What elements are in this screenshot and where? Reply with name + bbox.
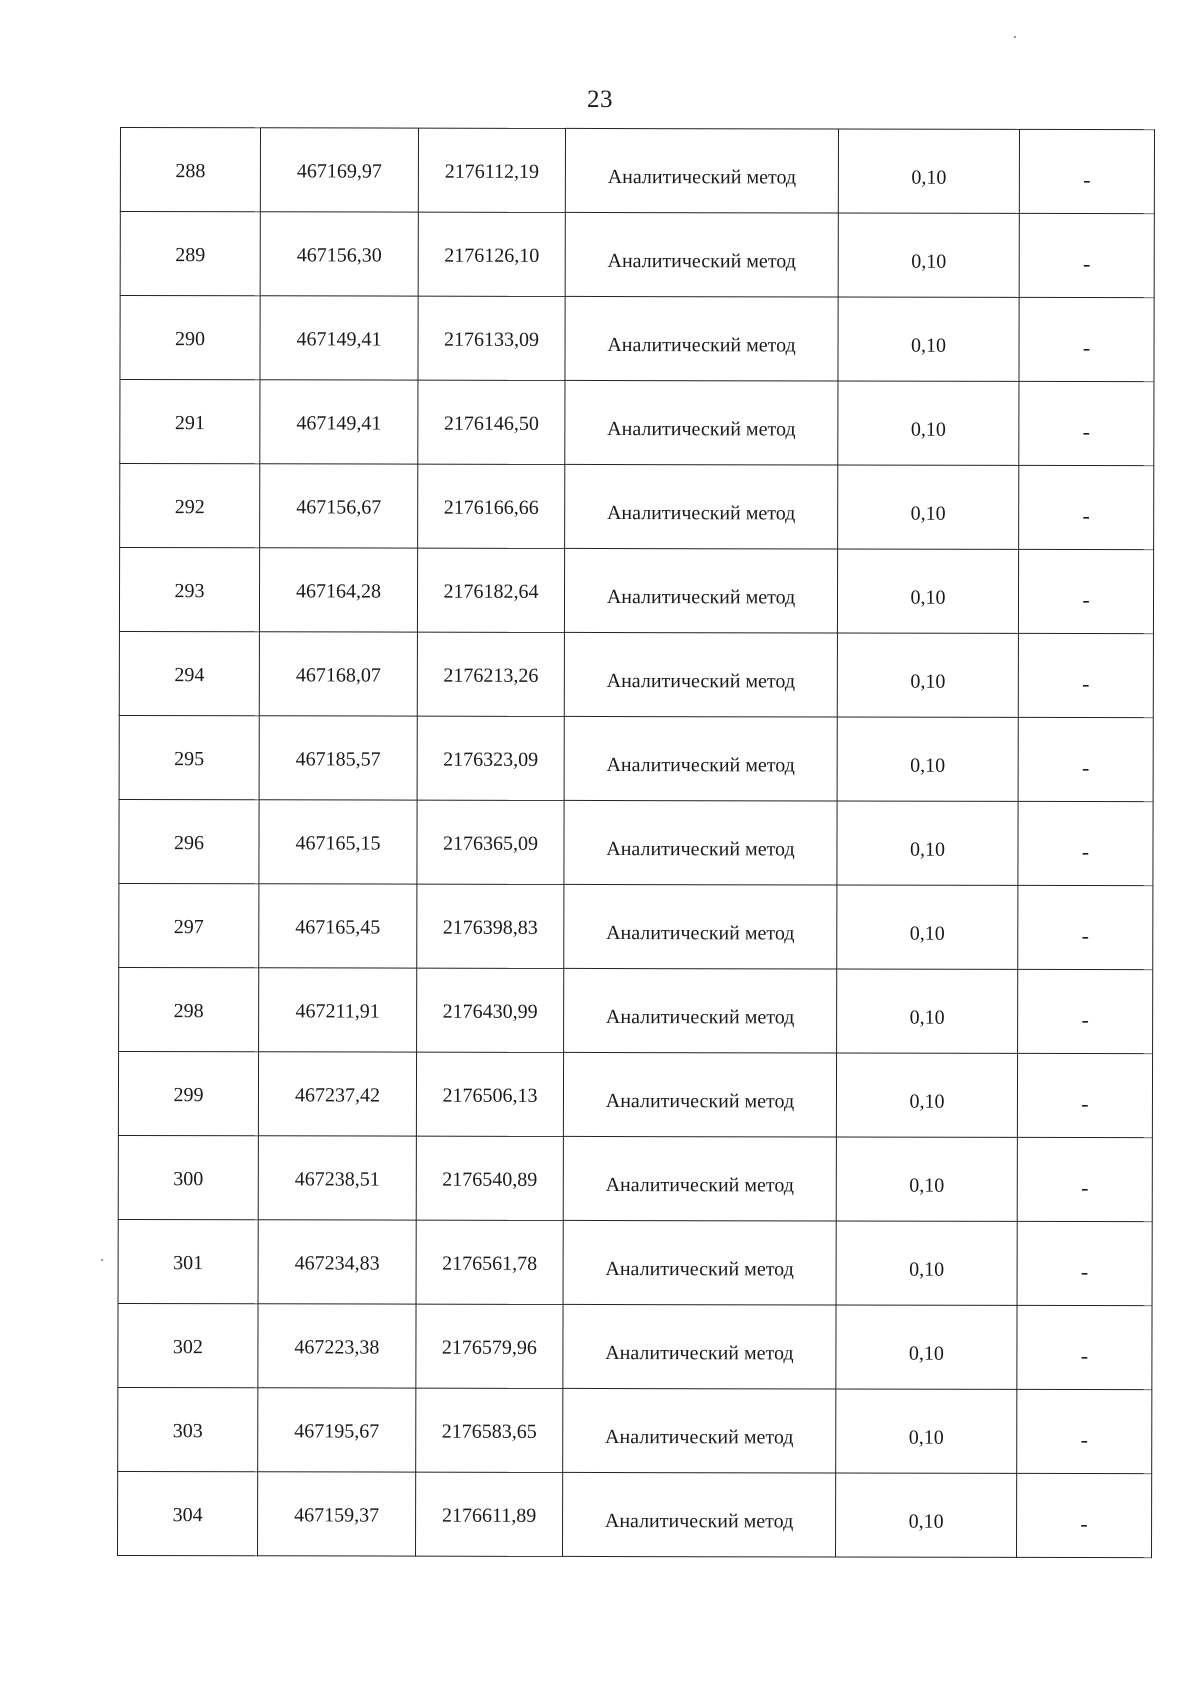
x-coordinate-cell: 467159,37	[258, 1472, 416, 1556]
note-cell: -	[1017, 1137, 1152, 1221]
x-coordinate-cell: 467149,41	[260, 380, 418, 464]
point-number-cell: 293	[119, 548, 259, 632]
method-cell: Аналитический метод	[565, 212, 838, 297]
point-number-cell: 295	[119, 715, 259, 799]
y-coordinate-cell: 2176611,89	[416, 1472, 563, 1556]
x-coordinate-cell: 467211,91	[259, 968, 417, 1052]
point-number-cell: 289	[120, 212, 260, 296]
note-cell: -	[1019, 213, 1154, 297]
method-cell: Аналитический метод	[564, 968, 837, 1053]
note-cell: -	[1019, 465, 1154, 549]
method-cell: Аналитический метод	[564, 548, 837, 633]
note-cell: -	[1018, 885, 1153, 969]
table-row	[120, 212, 1154, 298]
precision-cell: 0,10	[838, 465, 1019, 549]
precision-cell: 0,10	[836, 1389, 1017, 1473]
precision-cell: 0,10	[836, 1221, 1017, 1305]
precision-cell: 0,10	[837, 717, 1018, 801]
x-coordinate-cell: 467238,51	[258, 1136, 416, 1220]
point-number-cell: 296	[119, 799, 259, 883]
point-number-cell: 301	[118, 1219, 258, 1303]
precision-cell: 0,10	[836, 1053, 1017, 1137]
table-row	[119, 883, 1153, 969]
method-cell: Аналитический метод	[565, 296, 838, 381]
method-cell: Аналитический метод	[563, 1220, 836, 1305]
y-coordinate-cell: 2176579,96	[416, 1304, 563, 1388]
precision-cell: 0,10	[838, 381, 1019, 465]
precision-cell: 0,10	[836, 1137, 1017, 1221]
y-coordinate-cell: 2176561,78	[416, 1220, 563, 1304]
coordinates-table-body	[118, 128, 1155, 1558]
point-number-cell: 302	[118, 1303, 258, 1387]
x-coordinate-cell: 467237,42	[258, 1052, 416, 1136]
point-number-cell: 291	[120, 380, 260, 464]
precision-cell: 0,10	[836, 1305, 1017, 1389]
method-cell: Аналитический метод	[563, 1304, 836, 1389]
precision-cell: 0,10	[837, 801, 1018, 885]
table-row	[120, 296, 1154, 382]
y-coordinate-cell: 2176213,26	[417, 632, 564, 716]
note-cell: -	[1017, 1473, 1152, 1557]
table-row	[119, 715, 1153, 801]
point-number-cell: 297	[119, 883, 259, 967]
table-row	[118, 1387, 1152, 1473]
note-cell: -	[1019, 129, 1154, 213]
note-cell: -	[1018, 717, 1153, 801]
precision-cell: 0,10	[838, 297, 1019, 381]
table-row	[118, 1135, 1152, 1221]
x-coordinate-cell: 467164,28	[259, 548, 417, 632]
note-cell: -	[1019, 297, 1154, 381]
note-cell: -	[1017, 1305, 1152, 1389]
note-cell: -	[1018, 549, 1153, 633]
table-row	[119, 967, 1153, 1053]
point-number-cell: 292	[120, 464, 260, 548]
precision-cell: 0,10	[838, 129, 1019, 213]
table-row	[119, 548, 1153, 634]
table-row	[120, 380, 1154, 466]
table-row	[118, 1303, 1152, 1389]
method-cell: Аналитический метод	[565, 380, 838, 465]
y-coordinate-cell: 2176146,50	[418, 380, 565, 464]
method-cell: Аналитический метод	[564, 632, 837, 717]
point-number-cell: 298	[119, 967, 259, 1051]
y-coordinate-cell: 2176365,09	[417, 800, 564, 884]
y-coordinate-cell: 2176126,10	[418, 212, 565, 296]
method-cell: Аналитический метод	[563, 1052, 836, 1137]
x-coordinate-cell: 467165,15	[259, 800, 417, 884]
x-coordinate-cell: 467156,30	[260, 212, 418, 296]
y-coordinate-cell: 2176430,99	[417, 968, 564, 1052]
point-number-cell: 300	[118, 1135, 258, 1219]
table-row	[119, 799, 1153, 885]
table-row	[120, 464, 1154, 550]
scan-speck	[1014, 36, 1016, 38]
method-cell: Аналитический метод	[563, 1388, 836, 1473]
note-cell: -	[1019, 381, 1154, 465]
x-coordinate-cell: 467223,38	[258, 1304, 416, 1388]
y-coordinate-cell: 2176583,65	[416, 1388, 563, 1472]
x-coordinate-cell: 467156,67	[260, 464, 418, 548]
method-cell: Аналитический метод	[563, 1472, 836, 1557]
x-coordinate-cell: 467168,07	[259, 632, 417, 716]
x-coordinate-cell: 467234,83	[258, 1220, 416, 1304]
table-row	[120, 128, 1154, 214]
method-cell: Аналитический метод	[565, 464, 838, 549]
y-coordinate-cell: 2176166,66	[418, 464, 565, 548]
y-coordinate-cell: 2176133,09	[418, 296, 565, 380]
x-coordinate-cell: 467185,57	[259, 716, 417, 800]
precision-cell: 0,10	[836, 1473, 1017, 1557]
note-cell: -	[1018, 801, 1153, 885]
y-coordinate-cell: 2176540,89	[416, 1136, 563, 1220]
table-row	[118, 1051, 1152, 1137]
y-coordinate-cell: 2176323,09	[417, 716, 564, 800]
scan-speck	[101, 1259, 103, 1261]
y-coordinate-cell: 2176506,13	[416, 1052, 563, 1136]
method-cell: Аналитический метод	[564, 716, 837, 801]
point-number-cell: 299	[118, 1051, 258, 1135]
method-cell: Аналитический метод	[563, 1136, 836, 1221]
table-row	[118, 1471, 1152, 1557]
note-cell: -	[1018, 969, 1153, 1053]
precision-cell: 0,10	[837, 633, 1018, 717]
x-coordinate-cell: 467165,45	[259, 884, 417, 968]
x-coordinate-cell: 467195,67	[258, 1388, 416, 1472]
precision-cell: 0,10	[838, 213, 1019, 297]
point-number-cell: 288	[120, 128, 260, 212]
y-coordinate-cell: 2176112,19	[418, 128, 565, 212]
note-cell: -	[1017, 1053, 1152, 1137]
table-row	[118, 1219, 1152, 1305]
method-cell: Аналитический метод	[564, 884, 837, 969]
method-cell: Аналитический метод	[564, 800, 837, 885]
precision-cell: 0,10	[837, 969, 1018, 1053]
table-row	[119, 631, 1153, 717]
page-number: 23	[587, 86, 613, 113]
method-cell: Аналитический метод	[565, 128, 838, 213]
point-number-cell: 304	[118, 1471, 258, 1555]
y-coordinate-cell: 2176398,83	[417, 884, 564, 968]
y-coordinate-cell: 2176182,64	[417, 548, 564, 632]
point-number-cell: 294	[119, 631, 259, 715]
x-coordinate-cell: 467169,97	[260, 128, 418, 212]
precision-cell: 0,10	[837, 549, 1018, 633]
point-number-cell: 303	[118, 1387, 258, 1471]
x-coordinate-cell: 467149,41	[260, 296, 418, 380]
point-number-cell: 290	[120, 296, 260, 380]
note-cell: -	[1017, 1221, 1152, 1305]
note-cell: -	[1018, 633, 1153, 717]
note-cell: -	[1017, 1389, 1152, 1473]
precision-cell: 0,10	[837, 885, 1018, 969]
coordinates-table	[117, 127, 1155, 1558]
